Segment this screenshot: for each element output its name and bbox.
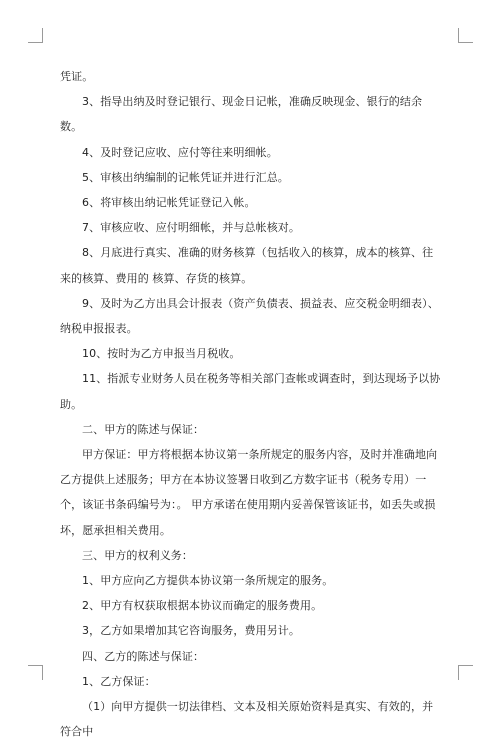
crop-mark-bottom-right	[458, 665, 473, 680]
paragraph-item-8: 8、月底进行真实、准确的财务核算（包括收入的核算，成本的核算、往来的核算、费用的 核算、存货的核算。	[60, 246, 434, 285]
paragraph-party-b-item-1: （1）向甲方提供一切法律档、文本及相关原始资料是真实、有效的，并符合中	[60, 700, 434, 739]
paragraph-item-10: 10、按时为乙方申报当月税收。	[82, 347, 241, 361]
paragraph-right-2: 2、甲方有权获取根据本协议而确定的服务费用。	[82, 599, 323, 613]
section-heading-3: 三、甲方的权利义务：	[82, 548, 193, 562]
paragraph-continuation: 凭证。	[60, 70, 94, 83]
paragraph-item-6: 6、将审核出纳记帐凭证登记入帐。	[82, 196, 256, 210]
paragraph-item-5: 5、审核出纳编制的记帐凭证并进行汇总。	[82, 170, 289, 184]
paragraph-item-3: 3、指导出纳及时登记银行、现金日记帐，准确反映现金、银行的结余数。	[60, 95, 423, 134]
paragraph-right-1: 1、甲方应向乙方提供本协议第一条所规定的服务。	[82, 574, 334, 588]
section-heading-2: 二、甲方的陈述与保证：	[82, 422, 205, 436]
paragraph-item-7: 7、审核应收、应付明细帐，并与总帐核对。	[82, 221, 300, 235]
paragraph-item-9: 9、及时为乙方出具会计报表（资产负债表、损益表、应交税金明细表）、纳税申报报表。	[60, 296, 439, 336]
paragraph-item-4: 4、及时登记应收、应付等往来明细帐。	[82, 145, 278, 159]
section-heading-4: 四、乙方的陈述与保证：	[82, 649, 205, 663]
crop-mark-bottom-left	[28, 665, 43, 680]
paragraph-item-11: 11、指派专业财务人员在税务等相关部门查帐或调查时，到达现场予以协助。	[60, 372, 441, 411]
paragraph-right-3: 3，乙方如果增加其它咨询服务，费用另计。	[82, 624, 300, 638]
paragraph-party-b-guarantee: 1、乙方保证：	[82, 674, 156, 688]
crop-mark-top-right	[458, 28, 473, 43]
crop-mark-top-left	[28, 28, 43, 43]
document-body	[60, 64, 444, 744]
paragraph-party-a-guarantee: 甲方保证：甲方将根据本协议第一条所规定的服务内容，及时并准确地向乙方提供上述服务；甲方在本协议签署日收到乙方数字证书（税务专用）一个，该证书条码编号为：。 甲方承诺在使用期内妥善保管该证书，如丢失或损坏，愿承担相关费用。	[60, 448, 438, 537]
